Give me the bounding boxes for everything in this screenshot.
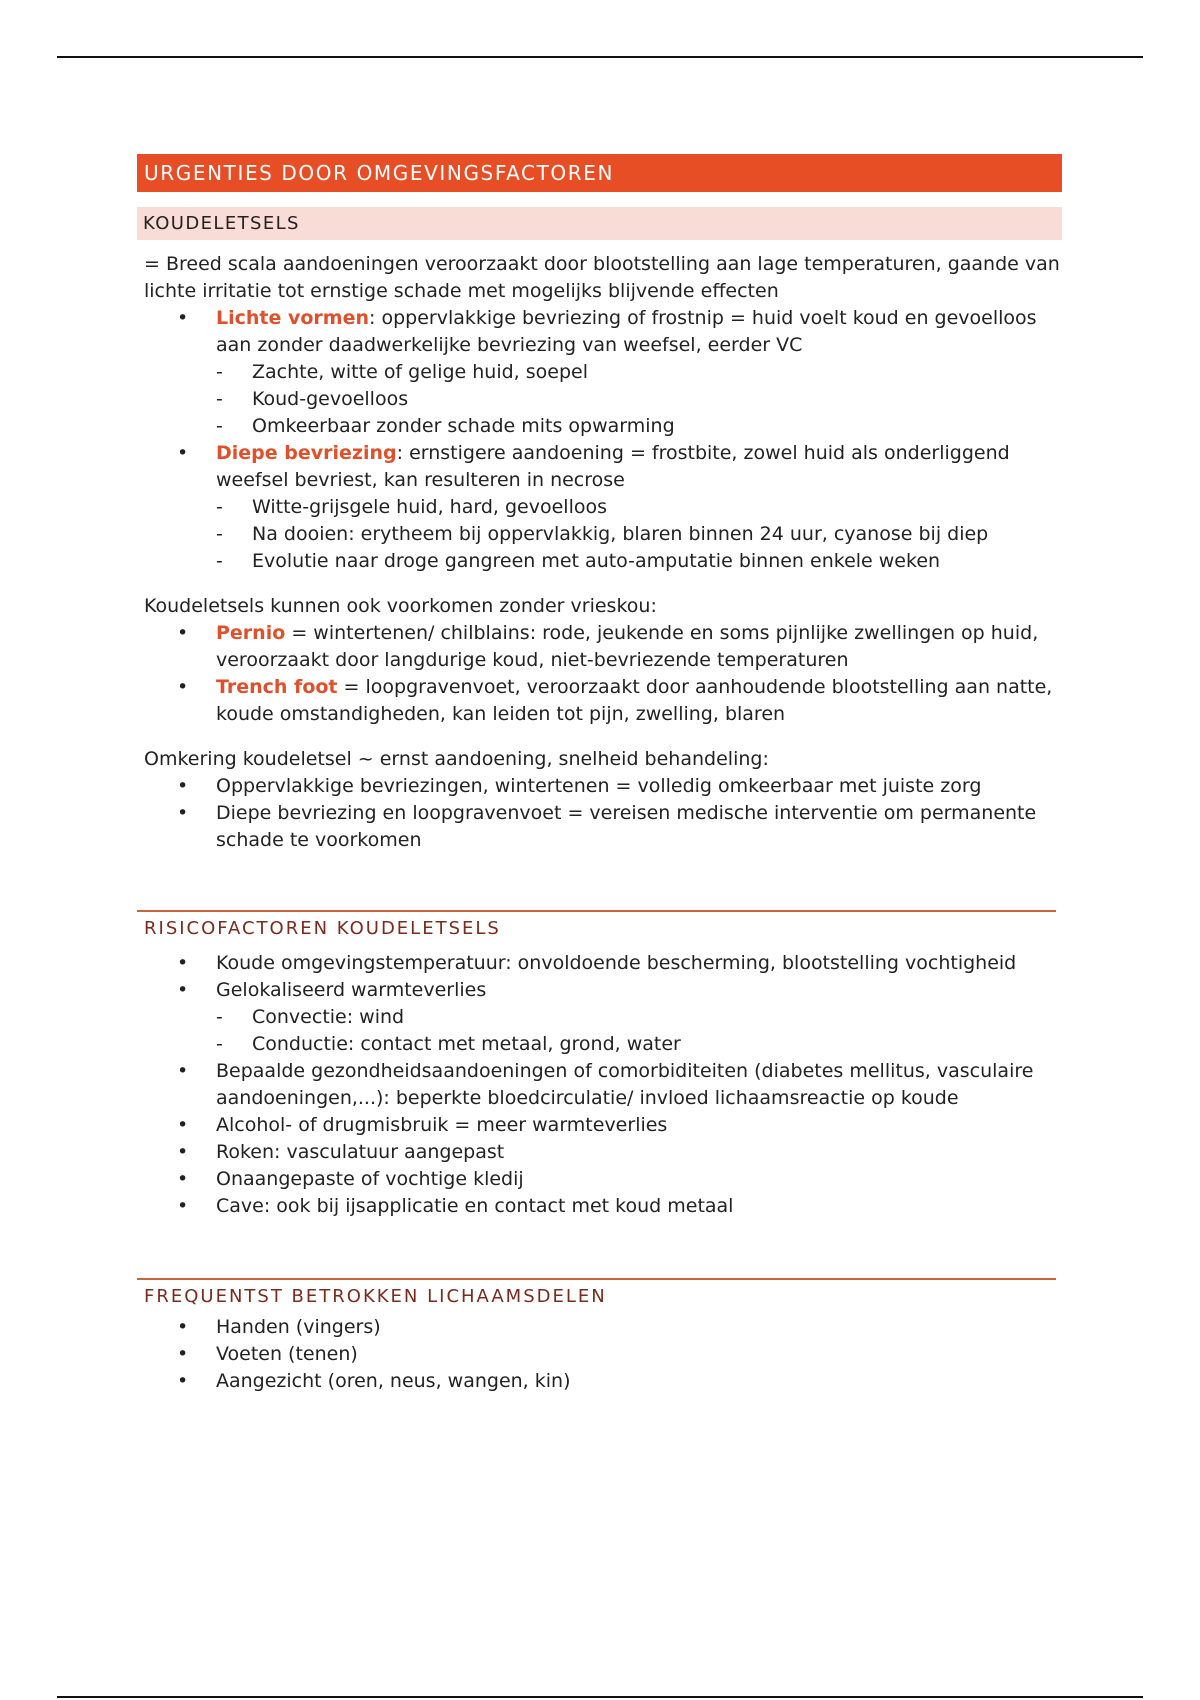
- sub-list-item: - Na dooien: erytheem bij oppervlakkig, blaren binnen 24 uur, cyanose bij diep: [216, 521, 1062, 548]
- list-item-text: Gelokaliseerd warmteverlies: [216, 979, 487, 1001]
- sub-list: [216, 1004, 1062, 1058]
- list-item: [137, 305, 1062, 440]
- list-item: • Voeten (tenen): [137, 1341, 1062, 1368]
- sub-list-item: - Conductie: contact met metaal, grond, water: [216, 1031, 1062, 1058]
- nonfreeze-intro: Koudeletsels kunnen ook voorkomen zonder vrieskou:: [144, 595, 657, 617]
- list-item: [137, 620, 1062, 674]
- term-description: : oppervlakkige bevriezing of frostnip = huid voelt koud en gevoelloos aan zonder daadwerkelijke bevriezing van weefsel, eerder VC: [216, 307, 1037, 356]
- sub-list-item: - Convectie: wind: [216, 1004, 1062, 1031]
- list-item: [137, 977, 1062, 1058]
- term-description: : ernstigere aandoening = frostbite, zowel huid als onderliggend weefsel bevriest, kan resulteren in necrose: [216, 442, 1010, 491]
- term-lichte-vormen: Lichte vormen: [216, 307, 370, 329]
- list-item: • Oppervlakkige bevriezingen, wintertenen = volledig omkeerbaar met juiste zorg: [137, 773, 1062, 800]
- risk-factor-list: [137, 950, 1062, 1220]
- reversal-list: [137, 773, 1062, 854]
- list-item: • Koude omgevingstemperatuur: onvoldoende bescherming, blootstelling vochtigheid: [137, 950, 1062, 977]
- document-content: [137, 154, 1062, 1395]
- section-heading-koudeletsels: KOUDELETSELS: [137, 207, 1062, 240]
- sub-list: [216, 359, 1062, 440]
- sub-list: [216, 494, 1062, 575]
- types-list: [137, 305, 1062, 575]
- list-item: • Alcohol- of drugmisbruik = meer warmteverlies: [137, 1112, 1062, 1139]
- intro-paragraph: = Breed scala aandoeningen veroorzaakt door blootstelling aan lage temperaturen, gaande van lichte irritatie tot ernstige schade met mogelijks blijvende effecten: [144, 253, 1060, 302]
- sub-list-item: - Witte-grijsgele huid, hard, gevoelloos: [216, 494, 1062, 521]
- body-parts-list: [137, 1314, 1062, 1395]
- list-item: • Diepe bevriezing en loopgravenvoet = vereisen medische interventie om permanente schade te voorkomen: [137, 800, 1062, 854]
- term-diepe-bevriezing: Diepe bevriezing: [216, 442, 397, 464]
- term-description: = wintertenen/ chilblains: rode, jeukende en soms pijnlijke zwellingen op huid, veroorzaakt door langdurige koud, niet-bevriezende temperaturen: [216, 622, 1039, 671]
- sub-list-item: - Evolutie naar droge gangreen met auto-amputatie binnen enkele weken: [216, 548, 1062, 575]
- term-pernio: Pernio: [216, 622, 286, 644]
- list-item: • Handen (vingers): [137, 1314, 1062, 1341]
- list-item: [137, 440, 1062, 575]
- list-item: • Cave: ook bij ijsapplicatie en contact met koud metaal: [137, 1193, 1062, 1220]
- section-heading-lichaamsdelen: FREQUENTST BETROKKEN LICHAAMSDELEN: [137, 1278, 1056, 1310]
- sub-list-item: - Zachte, witte of gelige huid, soepel: [216, 359, 1062, 386]
- bottom-rule: [57, 1696, 1143, 1698]
- list-item: • Onaangepaste of vochtige kledij: [137, 1166, 1062, 1193]
- term-description: = loopgravenvoet, veroorzaakt door aanhoudende blootstelling aan natte, koude omstandigheden, kan leiden tot pijn, zwelling, blaren: [216, 676, 1053, 725]
- list-item: [137, 674, 1062, 728]
- sub-list-item: - Koud-gevoelloos: [216, 386, 1062, 413]
- section-heading-risicofactoren: RISICOFACTOREN KOUDELETSELS: [137, 910, 1056, 942]
- sub-list-item: - Omkeerbaar zonder schade mits opwarming: [216, 413, 1062, 440]
- list-item: • Roken: vasculatuur aangepast: [137, 1139, 1062, 1166]
- nonfreeze-list: [137, 620, 1062, 728]
- reversal-intro: Omkering koudeletsel ~ ernst aandoening, snelheid behandeling:: [144, 748, 769, 770]
- list-item: • Bepaalde gezondheidsaandoeningen of comorbiditeiten (diabetes mellitus, vasculaire aandoeningen,...): beperkte bloedcirculatie/ invloed lichaamsreactie op koude: [137, 1058, 1062, 1112]
- top-rule: [57, 56, 1143, 58]
- term-trench-foot: Trench foot: [216, 676, 338, 698]
- list-item: • Aangezicht (oren, neus, wangen, kin): [137, 1368, 1062, 1395]
- chapter-title: URGENTIES DOOR OMGEVINGSFACTOREN: [137, 154, 1062, 192]
